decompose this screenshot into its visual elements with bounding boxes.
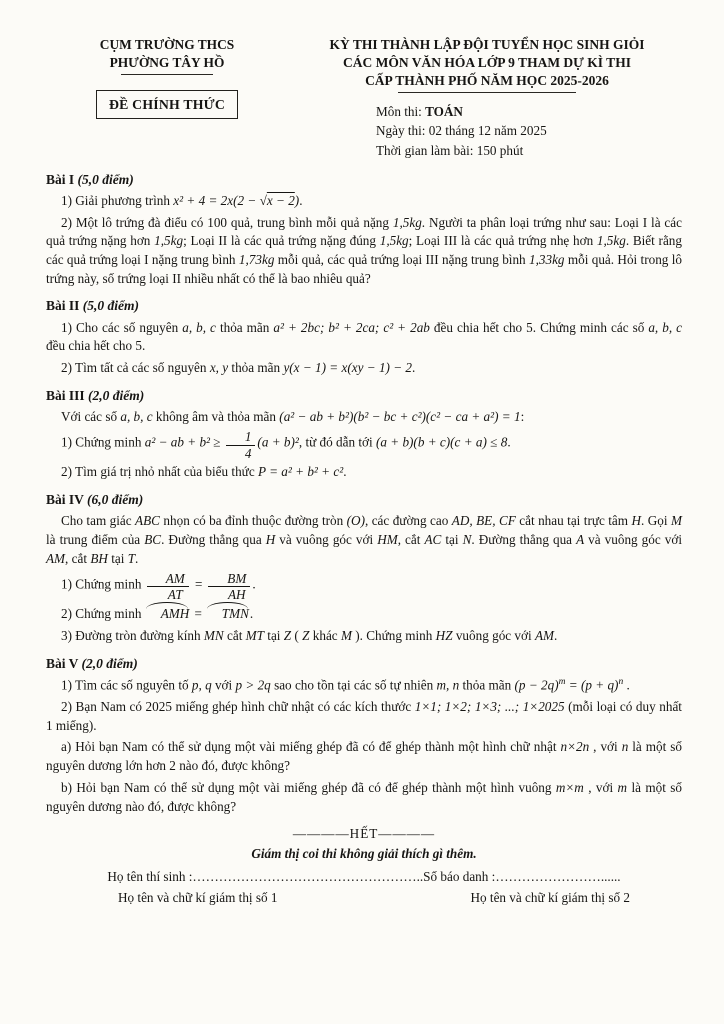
math-run: (O) (346, 513, 365, 529)
math-run: (a + b)(b + c)(c + a) ≤ 8 (375, 434, 508, 450)
section-bai-IV (46, 490, 682, 646)
text-run: tại (107, 550, 128, 566)
text-run: b) Hỏi bạn Nam có thể sử dụng một vài miếng ghép đã có để ghép thành một hình vuông (61, 779, 556, 795)
subject-line (376, 102, 682, 121)
text-run: . Gọi (641, 513, 671, 529)
math-run: AC (424, 532, 442, 548)
problem-sections (46, 170, 682, 817)
math-run: BH (90, 550, 108, 566)
exam-meta (376, 102, 682, 159)
text-run: , với (583, 779, 618, 795)
text-run: ; Loại II là các quả trứng nặng đúng (183, 233, 380, 249)
math-run: M (671, 513, 682, 529)
math-run: m, n (436, 677, 460, 693)
section-bai-V (46, 654, 682, 817)
math-run: n (621, 739, 629, 755)
end-marker: ————HẾT———— (292, 826, 436, 842)
fraction-denominator: AT (167, 587, 183, 603)
section-title: Bài I (46, 171, 78, 187)
text-run: . (623, 677, 630, 693)
text-run: tại (263, 628, 284, 643)
math-run: H (265, 532, 276, 548)
fraction-denominator: 4 (244, 445, 252, 461)
problem-paragraph (46, 463, 682, 482)
fraction (208, 572, 250, 603)
math-run: (p − 2q) (514, 677, 559, 693)
text-run: đều chia hết cho 5. (46, 338, 146, 354)
section-heading (46, 386, 682, 405)
math-run: 1,33kg (528, 252, 565, 268)
math-run: y(x − 1) = x(xy − 1) − 2 (283, 360, 413, 376)
text-run: (mỗi loại có duy nhất 1 miếng). (46, 699, 682, 733)
math-run: HZ (435, 628, 453, 643)
text-run: cắt nhau tại trực tâm (515, 513, 632, 529)
text-run: . Đường thẳng qua (471, 532, 577, 548)
proctor-note: Giám thị coi thi không giải thích gì thêm. (251, 846, 477, 862)
text-run: 2) Chứng minh (61, 606, 145, 622)
problem-paragraph (46, 738, 682, 775)
text-run: Với các số (61, 409, 121, 424)
math-run: 1,5kg (154, 233, 184, 249)
math-run: MN (203, 628, 224, 643)
text-run: nhọn có ba đỉnh thuộc đường tròn (159, 513, 347, 529)
problem-paragraph (46, 698, 682, 735)
math-run: MT (245, 628, 264, 643)
math-run: H (631, 513, 642, 529)
text-run: , từ đó dẫn tới (298, 434, 376, 450)
signature-line (46, 887, 682, 908)
title-underline-rule (398, 92, 576, 93)
text-run: ( (291, 628, 303, 643)
section-bai-I (46, 170, 682, 289)
math-run: AD, BE, CF (451, 513, 516, 529)
section-points: (2,0 điểm) (88, 387, 145, 403)
section-heading (46, 296, 682, 315)
math-run: a² + 2bc; b² + 2ca; c² + 2ab (273, 319, 430, 335)
problem-paragraph (46, 676, 682, 695)
text-run: a) Hỏi bạn Nam có thể sử dụng một vài miếng ghép đã có để ghép thành một hình chữ nhật (61, 739, 561, 755)
section-title: Bài III (46, 387, 89, 403)
text-run: , với (589, 739, 622, 755)
section-bai-II (46, 296, 682, 377)
section-heading (46, 654, 682, 673)
math-run: a, b, c (120, 409, 153, 424)
text-run: và vuông góc với (584, 532, 682, 548)
math-run: AM (534, 628, 555, 643)
exam-title-line2: CÁC MÔN VĂN HÓA LỚP 9 THAM DỰ KÌ THI (343, 55, 631, 71)
problem-paragraph (46, 359, 682, 378)
section-title: Bài II (46, 298, 83, 314)
section-bai-III (46, 386, 682, 482)
text-run: Cho tam giác (61, 513, 136, 529)
text-run: là một số nguyên dương lớn hơn 2 nào đó, được không? (46, 739, 683, 774)
text-run: tại (441, 532, 463, 548)
fraction-numerator: AM (147, 572, 189, 588)
math-run: m (617, 779, 628, 795)
text-run: sao cho tồn tại các số tự nhiên (270, 677, 437, 693)
math-run: a, b, c (182, 319, 216, 335)
math-run: = (190, 606, 206, 622)
text-run: 3) Đường tròn đường kính (61, 628, 204, 643)
section-title: Bài V (46, 655, 82, 671)
math-run: A (576, 532, 585, 548)
math-run: n×2n (560, 739, 590, 755)
math-run: a, b, c (648, 319, 683, 335)
text-run: . (252, 576, 256, 592)
organization-block (46, 36, 288, 160)
text-run: 1) Chứng minh (61, 434, 145, 450)
text-run: 2) Bạn Nam có 2025 miếng ghép hình chữ nhật có các kích thước (61, 699, 415, 715)
text-run: thỏa mãn (459, 677, 515, 693)
section-title: Bài IV (46, 492, 88, 508)
math-run: 1,5kg (379, 233, 409, 249)
math-run: BC (144, 532, 162, 548)
text-run: , cắt (65, 550, 91, 566)
text-run: ; Loại III là các quả trứng nhẹ hơn (408, 233, 597, 249)
problem-paragraph (46, 319, 682, 356)
problem-paragraph (46, 214, 682, 289)
candidate-info-line: Họ tên thí sinh :……………………………………………..Số báo danh :……………………...... (107, 868, 621, 884)
math-run: Z (283, 628, 292, 643)
problem-paragraph (46, 627, 682, 646)
org-underline-rule (121, 74, 213, 75)
exam-footer (46, 825, 682, 907)
math-run: HM (377, 532, 398, 548)
math-run: T (127, 550, 136, 566)
section-heading (46, 170, 682, 189)
section-points: (2,0 điểm) (81, 655, 138, 671)
fraction-numerator: BM (208, 572, 250, 588)
text-run: . Đường thẳng qua (161, 532, 266, 548)
math-run: a² − ab + b² ≥ (144, 434, 224, 450)
math-run: Z (302, 628, 310, 643)
math-run: = (190, 576, 207, 592)
math-run: x² + 4 = 2x(2 − √ (173, 192, 267, 208)
text-run: thỏa mãn (215, 319, 274, 335)
date-line: Ngày thi: 02 tháng 12 năm 2025 (376, 123, 547, 139)
text-run: mỗi quả. Hỏi trong lô trứng này, số trứng loại II nhiều nhất có thể là bao nhiêu quả? (46, 252, 682, 286)
organization-name: CỤM TRƯỜNG THCS (99, 37, 235, 52)
fraction-numerator: 1 (226, 430, 256, 446)
text-run: . (249, 606, 254, 622)
duration-line: Thời gian làm bài: 150 phút (376, 142, 524, 158)
fraction (226, 430, 256, 461)
text-run: 2) Một lô trứng đà điểu có 100 quả, trung bình mỗi quả nặng (61, 214, 393, 230)
text-run: 1) Cho các số nguyên (61, 319, 183, 335)
text-run: và vuông góc với (275, 532, 378, 548)
exam-title-block (288, 36, 682, 160)
problem-paragraph (46, 512, 682, 568)
section-points: (5,0 điểm) (77, 171, 134, 187)
subject-label: Môn thi: (376, 104, 426, 120)
angle-hat: TMN (207, 605, 249, 624)
section-heading (46, 490, 682, 509)
problem-paragraph (46, 408, 682, 427)
text-run: . Biết rằng các quả trứng loại I nặng trung bình (46, 233, 682, 268)
math-run: x, y (209, 360, 229, 376)
problem-paragraph (46, 430, 682, 461)
text-run: . (343, 464, 347, 480)
text-run: . (299, 192, 303, 208)
math-run: AM (46, 550, 66, 566)
exam-title-line1: KỲ THI THÀNH LẬP ĐỘI TUYỂN HỌC SINH GIỎI (329, 37, 645, 52)
math-run: 1,73kg (238, 252, 275, 268)
text-run: với (211, 677, 236, 693)
problem-paragraph (46, 605, 682, 624)
math-run: 1×1; 1×2; 1×3; ...; 1×2025 (414, 699, 565, 715)
text-run: . (135, 550, 139, 566)
math-run: ) (294, 192, 300, 208)
text-run: . Người ta phân loại trứng như sau: Loại I là các quả trứng nặng hơn (46, 214, 682, 249)
text-run: 2) Tìm tất cả các số nguyên (61, 360, 210, 376)
text-run: đều chia hết cho 5. Chứng minh các số (429, 319, 649, 335)
text-run: cắt (223, 628, 246, 643)
text-run: , cắt (397, 532, 425, 548)
problem-paragraph (46, 572, 682, 603)
subject-value: TOÁN (425, 104, 463, 120)
math-run: P = a² + b² + c² (257, 464, 344, 480)
math-run: = (p + q) (565, 677, 619, 693)
math-run: p > 2q (235, 677, 271, 693)
proctor-1-signature-label: Họ tên và chữ kí giám thị số 1 (118, 889, 278, 905)
math-run: (a² − ab + b²)(b² − bc + c²)(c² − ca + a²) = 1 (279, 409, 521, 424)
math-run: p, q (191, 677, 212, 693)
math-run: 1,5kg (392, 214, 422, 230)
text-run: mỗi quả, các quả trứng loại III nặng trung bình (274, 252, 529, 268)
math-run: M (340, 628, 352, 643)
text-run: khác (309, 628, 341, 643)
math-run: N (462, 532, 472, 548)
math-run: ABC (135, 513, 160, 529)
exam-title-line3: CẤP THÀNH PHỐ NĂM HỌC 2025-2026 (365, 73, 609, 89)
superscript-run: m (558, 676, 566, 687)
superscript-run: n (618, 676, 624, 687)
math-run: m×m (555, 779, 584, 795)
official-exam-stamp: ĐỀ CHÍNH THỨC (96, 90, 238, 119)
text-run: . (412, 360, 416, 376)
fraction (147, 572, 189, 603)
radicand-run: x − 2 (266, 192, 295, 208)
text-run: 1) Tìm các số nguyên tố (61, 677, 192, 693)
text-run: : (520, 409, 525, 424)
proctor-2-signature-label: Họ tên và chữ kí giám thị số 2 (470, 889, 630, 905)
math-run: (a + b)² (257, 434, 299, 450)
text-run: ). Chứng minh (351, 628, 436, 643)
section-points: (5,0 điểm) (82, 298, 140, 314)
text-run: . (554, 628, 558, 643)
text-run: 1) Giải phương trình (61, 192, 174, 208)
fraction-denominator: AH (227, 587, 246, 603)
organization-unit: PHƯỜNG TÂY HỒ (109, 55, 225, 71)
exam-header (46, 36, 682, 160)
problem-paragraph (46, 192, 682, 211)
text-run: không âm và thỏa mãn (152, 409, 280, 424)
section-points: (6,0 điểm) (87, 492, 144, 508)
text-run: là trung điểm của (46, 532, 145, 548)
text-run: là một số nguyên dương nào đó, được không? (46, 779, 682, 814)
angle-hat: AMH (146, 605, 190, 624)
text-run: . (507, 434, 511, 450)
text-run: 2) Tìm giá trị nhỏ nhất của biểu thức (61, 464, 258, 480)
text-run: thỏa mãn (228, 360, 284, 376)
text-run: 1) Chứng minh (61, 576, 145, 592)
text-run: , các đường cao (364, 513, 452, 529)
text-run: vuông góc với (452, 628, 535, 643)
math-run: 1,5kg (596, 233, 626, 249)
problem-paragraph (46, 779, 682, 816)
